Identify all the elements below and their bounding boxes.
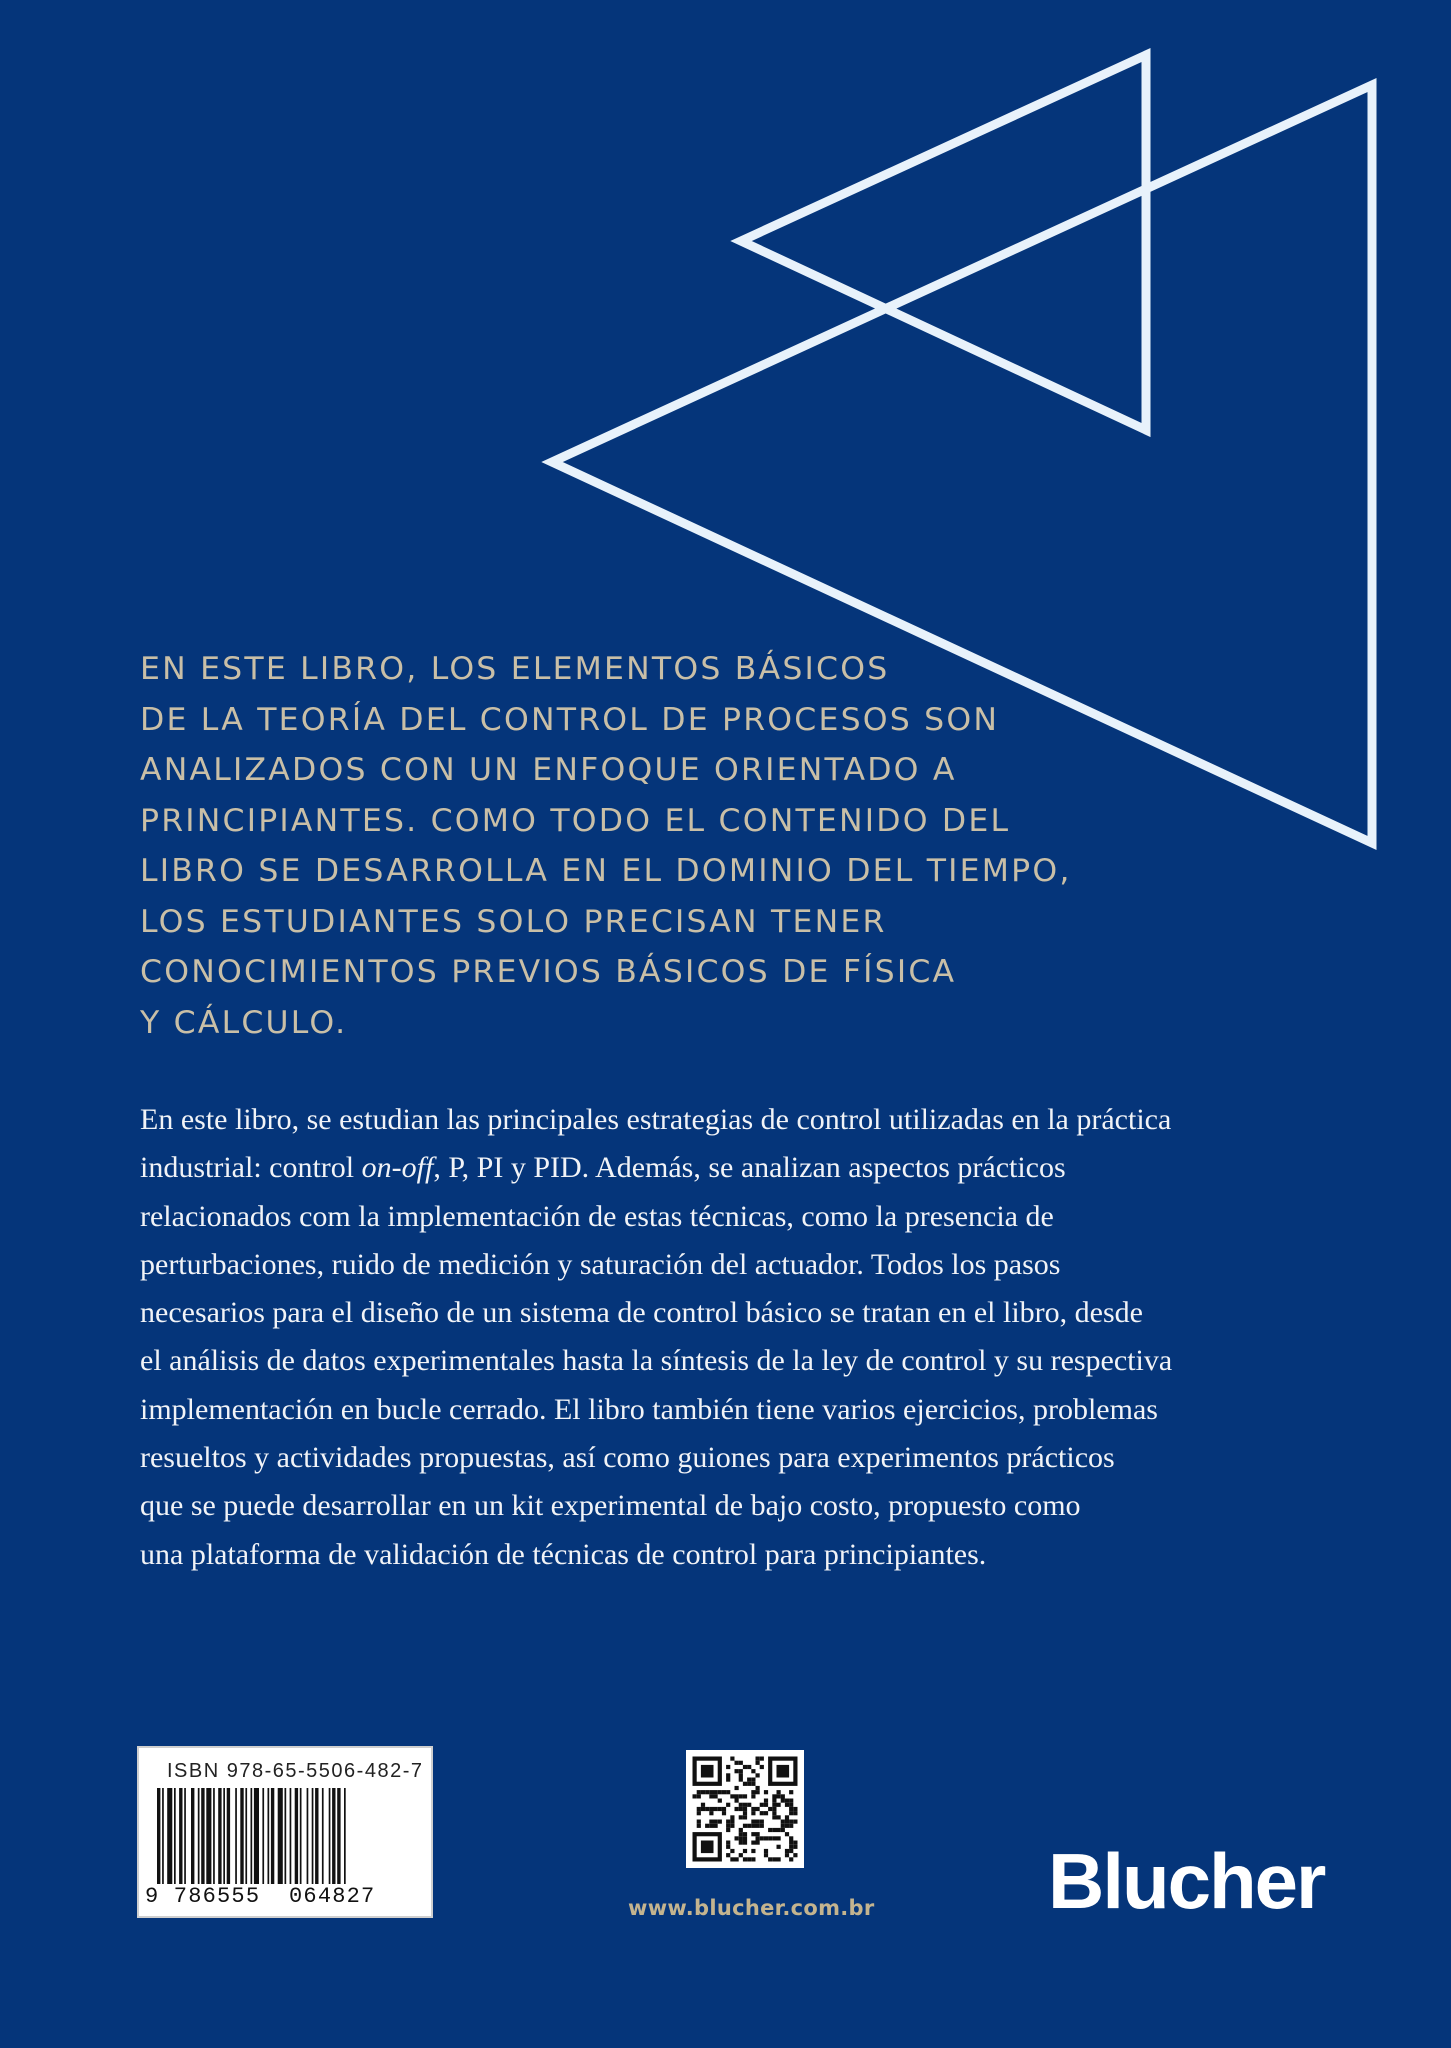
qr-module (785, 1853, 789, 1857)
qr-module (760, 1757, 764, 1761)
qr-module (726, 1845, 730, 1849)
qr-finder-center (701, 1765, 714, 1778)
description-line: el análisis de datos experimentales hasta la síntesis de la ley de control y su respectiva (140, 1344, 1173, 1378)
qr-module (743, 1815, 747, 1819)
qr-module (726, 1765, 730, 1769)
qr-module (722, 1807, 726, 1811)
qr-module (743, 1765, 747, 1769)
barcode-bar (223, 1788, 225, 1884)
qr-module (793, 1845, 797, 1849)
qr-module (743, 1807, 747, 1811)
qr-module (739, 1807, 743, 1811)
qr-module (772, 1794, 776, 1798)
barcode-bars (157, 1788, 415, 1884)
barcode-bar (322, 1788, 324, 1884)
qr-module (730, 1849, 734, 1853)
qr-module (756, 1773, 760, 1777)
qr-module (756, 1790, 760, 1794)
description-text: industrial: control (140, 1151, 362, 1185)
qr-module (789, 1790, 793, 1794)
qr-module (730, 1824, 734, 1828)
qr-module (714, 1824, 718, 1828)
qr-module (772, 1799, 776, 1803)
barcode-bar (201, 1788, 204, 1884)
qr-module (789, 1820, 793, 1824)
publisher-url[interactable]: www.blucher.com.br (628, 1896, 875, 1920)
qr-module (726, 1841, 730, 1845)
qr-module (697, 1824, 701, 1828)
small-triangle (741, 55, 1146, 430)
qr-module (739, 1803, 743, 1807)
qr-module (764, 1849, 768, 1853)
qr-module (714, 1790, 718, 1794)
qr-module (751, 1841, 755, 1845)
qr-module (751, 1794, 755, 1798)
description-line: relacionados com la implementación de estas técnicas, como la presencia de (140, 1199, 1054, 1233)
qr-module (760, 1811, 764, 1815)
barcode-bar (262, 1788, 264, 1884)
description-line: necesarios para el diseño de un sistema de control básico se tratan en el libro, desde (140, 1296, 1143, 1330)
barcode-bar (251, 1788, 253, 1884)
qr-module (743, 1782, 747, 1786)
blurb-uppercase (140, 644, 1140, 1048)
qr-module (705, 1807, 709, 1811)
qr-module (785, 1803, 789, 1807)
qr-module (781, 1828, 785, 1832)
isbn-label: ISBN 978-65-5506-482-7 (167, 1760, 424, 1782)
qr-module (751, 1807, 755, 1811)
barcode-bar (184, 1788, 186, 1884)
blurb-line: Y CÁLCULO. (140, 1004, 348, 1041)
barcode-bar (240, 1788, 243, 1884)
qr-module (747, 1782, 751, 1786)
barcode-bar (295, 1788, 298, 1884)
qr-module (739, 1832, 743, 1836)
qr-module (705, 1824, 709, 1828)
blurb-line: ANALIZADOS CON UN ENFOQUE ORIENTADO A (140, 752, 957, 788)
qr-module (785, 1815, 789, 1819)
qr-module (697, 1820, 701, 1824)
qr-module (756, 1757, 760, 1761)
qr-module (735, 1807, 739, 1811)
qr-module (735, 1786, 739, 1790)
qr-module (718, 1790, 722, 1794)
qr-module (772, 1803, 776, 1807)
qr-module (714, 1820, 718, 1824)
qr-module (735, 1799, 739, 1803)
qr-module (747, 1803, 751, 1807)
qr-module (756, 1786, 760, 1790)
qr-module (764, 1811, 768, 1815)
barcode-bar (235, 1788, 237, 1884)
qr-module (793, 1811, 797, 1815)
barcode-bar (198, 1788, 200, 1884)
qr-module (730, 1815, 734, 1819)
qr-module (743, 1832, 747, 1836)
qr-module (697, 1811, 701, 1815)
description-line: implementación en bucle cerrado. El libro también tiene varios ejercicios, problemas (140, 1392, 1158, 1426)
isbn-barcode (137, 1746, 433, 1918)
qr-module (764, 1803, 768, 1807)
qr-module (772, 1828, 776, 1832)
barcode-bar (271, 1788, 274, 1884)
description-line: una plataforma de validación de técnicas de control para principiantes. (140, 1537, 987, 1571)
description-line: En este libro, se estudian las principales estrategias de control utilizadas en la práctica (140, 1103, 1172, 1136)
barcode-digits: 9 786555 064827 (145, 1884, 376, 1909)
qr-module (730, 1794, 734, 1798)
qr-module (718, 1799, 722, 1803)
qr-module (739, 1841, 743, 1845)
description-line: resueltos y actividades propuestas, así como guiones para experimentos prácticos (140, 1441, 1115, 1475)
description-text: , P, PI y PID. Además, se analizan aspectos prácticos (433, 1151, 1066, 1185)
qr-module (781, 1799, 785, 1803)
qr-module (793, 1820, 797, 1824)
qr-module (777, 1845, 781, 1849)
description-line (140, 1144, 1340, 1192)
qr-module (743, 1794, 747, 1798)
qr-module (756, 1841, 760, 1845)
qr-module (760, 1836, 764, 1840)
blurb-line: LIBRO SE DESARROLLA EN EL DOMINIO DEL TIEMPO, (140, 853, 1072, 889)
blurb-line: LOS ESTUDIANTES SOLO PRECISAN TENER (140, 903, 887, 940)
qr-module (735, 1769, 739, 1773)
description-line: perturbaciones, ruido de medición y saturación del actuador. Todos los pasos (140, 1247, 1061, 1281)
qr-module (768, 1828, 772, 1832)
qr-module (760, 1765, 764, 1769)
barcode-bar (191, 1788, 194, 1884)
barcode-bar (337, 1788, 340, 1884)
qr-module (701, 1803, 705, 1807)
qr-module (793, 1841, 797, 1845)
qr-module (743, 1811, 747, 1815)
qr-finder-center (777, 1765, 790, 1778)
barcode-bar (254, 1788, 259, 1884)
qr-module (701, 1790, 705, 1794)
qr-module (751, 1849, 755, 1853)
qr-module (747, 1824, 751, 1828)
qr-module (756, 1820, 760, 1824)
qr-module (743, 1841, 747, 1845)
qr-module (735, 1761, 739, 1765)
qr-module (789, 1799, 793, 1803)
qr-module (789, 1811, 793, 1815)
qr-module (789, 1849, 793, 1853)
qr-module (756, 1836, 760, 1840)
qr-module (751, 1824, 755, 1828)
qr-module (697, 1790, 701, 1794)
qr-module (751, 1790, 755, 1794)
qr-module (751, 1857, 755, 1861)
qr-module (785, 1799, 789, 1803)
qr-module (777, 1857, 781, 1861)
qr-module (772, 1811, 776, 1815)
qr-module (739, 1794, 743, 1798)
qr-module (789, 1803, 793, 1807)
barcode-bar (167, 1788, 172, 1884)
qr-module (777, 1828, 781, 1832)
qr-module (768, 1857, 772, 1861)
qr-module (743, 1836, 747, 1840)
qr-module (739, 1815, 743, 1819)
qr-module (756, 1832, 760, 1836)
qr-module (789, 1807, 793, 1811)
qr-module (777, 1794, 781, 1798)
qr-module (764, 1799, 768, 1803)
barcode-bar (268, 1788, 270, 1884)
qr-module (739, 1761, 743, 1765)
qr-module (730, 1820, 734, 1824)
qr-module (735, 1857, 739, 1861)
blurb-line: PRINCIPIANTES. COMO TODO EL CONTENIDO DEL (140, 802, 1011, 839)
barcode-bar (245, 1788, 247, 1884)
qr-module (697, 1807, 701, 1811)
barcode-bar (300, 1788, 302, 1884)
qr-module (777, 1836, 781, 1840)
qr-module (772, 1857, 776, 1861)
qr-module (751, 1811, 755, 1815)
qr-module (789, 1841, 793, 1845)
qr-module (726, 1803, 730, 1807)
description-line: que se puede desarrollar en un kit experimental de bajo costo, propuesto como (140, 1489, 1081, 1523)
qr-module (735, 1794, 739, 1798)
qr-module (772, 1807, 776, 1811)
qr-module (739, 1769, 743, 1773)
qr-module (726, 1853, 730, 1857)
qr-module (789, 1836, 793, 1840)
qr-module (739, 1778, 743, 1782)
qr-module (781, 1820, 785, 1824)
qr-module (789, 1824, 793, 1828)
qr-code-image (686, 1750, 804, 1868)
qr-module (772, 1815, 776, 1819)
qr-module (777, 1815, 781, 1819)
barcode-bar (307, 1788, 309, 1884)
barcode-bar (227, 1788, 230, 1884)
barcode-bar (290, 1788, 292, 1884)
qr-module (718, 1820, 722, 1824)
qr-module (743, 1824, 747, 1828)
qr-module (764, 1836, 768, 1840)
qr-module (718, 1807, 722, 1811)
barcode-bar (329, 1788, 331, 1884)
barcode-bar (312, 1788, 314, 1884)
qr-module (793, 1807, 797, 1811)
qr-module (709, 1824, 713, 1828)
qr-module (751, 1820, 755, 1824)
qr-module (726, 1790, 730, 1794)
qr-module (764, 1853, 768, 1857)
barcode-bar (157, 1788, 160, 1884)
qr-module (693, 1794, 697, 1798)
barcode-bar (179, 1788, 182, 1884)
qr-module (730, 1757, 734, 1761)
qr-module (743, 1849, 747, 1853)
qr-module (739, 1853, 743, 1857)
qr-module (709, 1794, 713, 1798)
qr-module (785, 1849, 789, 1853)
qr-module (709, 1820, 713, 1824)
qr-module (739, 1828, 743, 1832)
description-italic: on-off (361, 1151, 434, 1185)
qr-module (785, 1824, 789, 1828)
qr-module (722, 1790, 726, 1794)
barcode-bar (218, 1788, 221, 1884)
qr-module (777, 1803, 781, 1807)
qr-module (747, 1857, 751, 1861)
barcode-bar (332, 1788, 335, 1884)
barcode-bar (344, 1788, 346, 1884)
barcode-bar (206, 1788, 211, 1884)
blurb-line: EN ESTE LIBRO, LOS ELEMENTOS BÁSICOS (140, 651, 890, 687)
qr-module (726, 1778, 730, 1782)
qr-module (709, 1790, 713, 1794)
qr-module (697, 1794, 701, 1798)
qr-module (726, 1820, 730, 1824)
qr-module (751, 1769, 755, 1773)
qr-module (709, 1811, 713, 1815)
qr-module (793, 1853, 797, 1857)
qr-module (772, 1836, 776, 1840)
qr-module (714, 1794, 718, 1798)
qr-module (756, 1761, 760, 1765)
qr-module (747, 1778, 751, 1782)
barcode-bar (174, 1788, 176, 1884)
qr-module (768, 1836, 772, 1840)
qr-module (781, 1794, 785, 1798)
qr-module (768, 1807, 772, 1811)
barcode-bar (162, 1788, 164, 1884)
qr-module (760, 1824, 764, 1828)
qr-module (789, 1857, 793, 1861)
barcode-bar (213, 1788, 215, 1884)
qr-module (760, 1803, 764, 1807)
qr-module (785, 1820, 789, 1824)
qr-module (714, 1807, 718, 1811)
qr-module (764, 1790, 768, 1794)
qr-module (730, 1857, 734, 1861)
blurb-line: DE LA TEORÍA DEL CONTROL DE PROCESOS SON (140, 701, 1000, 738)
qr-module (781, 1824, 785, 1828)
barcode-bar (285, 1788, 287, 1884)
qr-module (709, 1807, 713, 1811)
qr-module (735, 1836, 739, 1840)
qr-module (701, 1807, 705, 1811)
qr-module (751, 1778, 755, 1782)
qr-module (756, 1824, 760, 1828)
qr-module (789, 1845, 793, 1849)
qr-module (747, 1765, 751, 1769)
qr-module (777, 1790, 781, 1794)
qr-module (722, 1811, 726, 1815)
qr-module (743, 1857, 747, 1861)
barcode-bar (278, 1788, 283, 1884)
qr-module (743, 1803, 747, 1807)
qr-code (686, 1750, 804, 1868)
qr-module (751, 1782, 755, 1786)
qr-module (726, 1828, 730, 1832)
qr-module (760, 1820, 764, 1824)
publisher-logo: Blucher (1048, 1837, 1325, 1925)
qr-module (705, 1790, 709, 1794)
qr-module (726, 1824, 730, 1828)
barcode-bar (315, 1788, 318, 1884)
qr-module (756, 1807, 760, 1811)
qr-module (739, 1773, 743, 1777)
blurb-line: CONOCIMIENTOS PREVIOS BÁSICOS DE FÍSICA (140, 954, 957, 990)
qr-module (726, 1773, 730, 1777)
qr-finder-center (701, 1841, 714, 1854)
qr-module (751, 1832, 755, 1836)
description-paragraph (140, 1096, 1340, 1579)
qr-module (785, 1832, 789, 1836)
qr-module (739, 1836, 743, 1840)
